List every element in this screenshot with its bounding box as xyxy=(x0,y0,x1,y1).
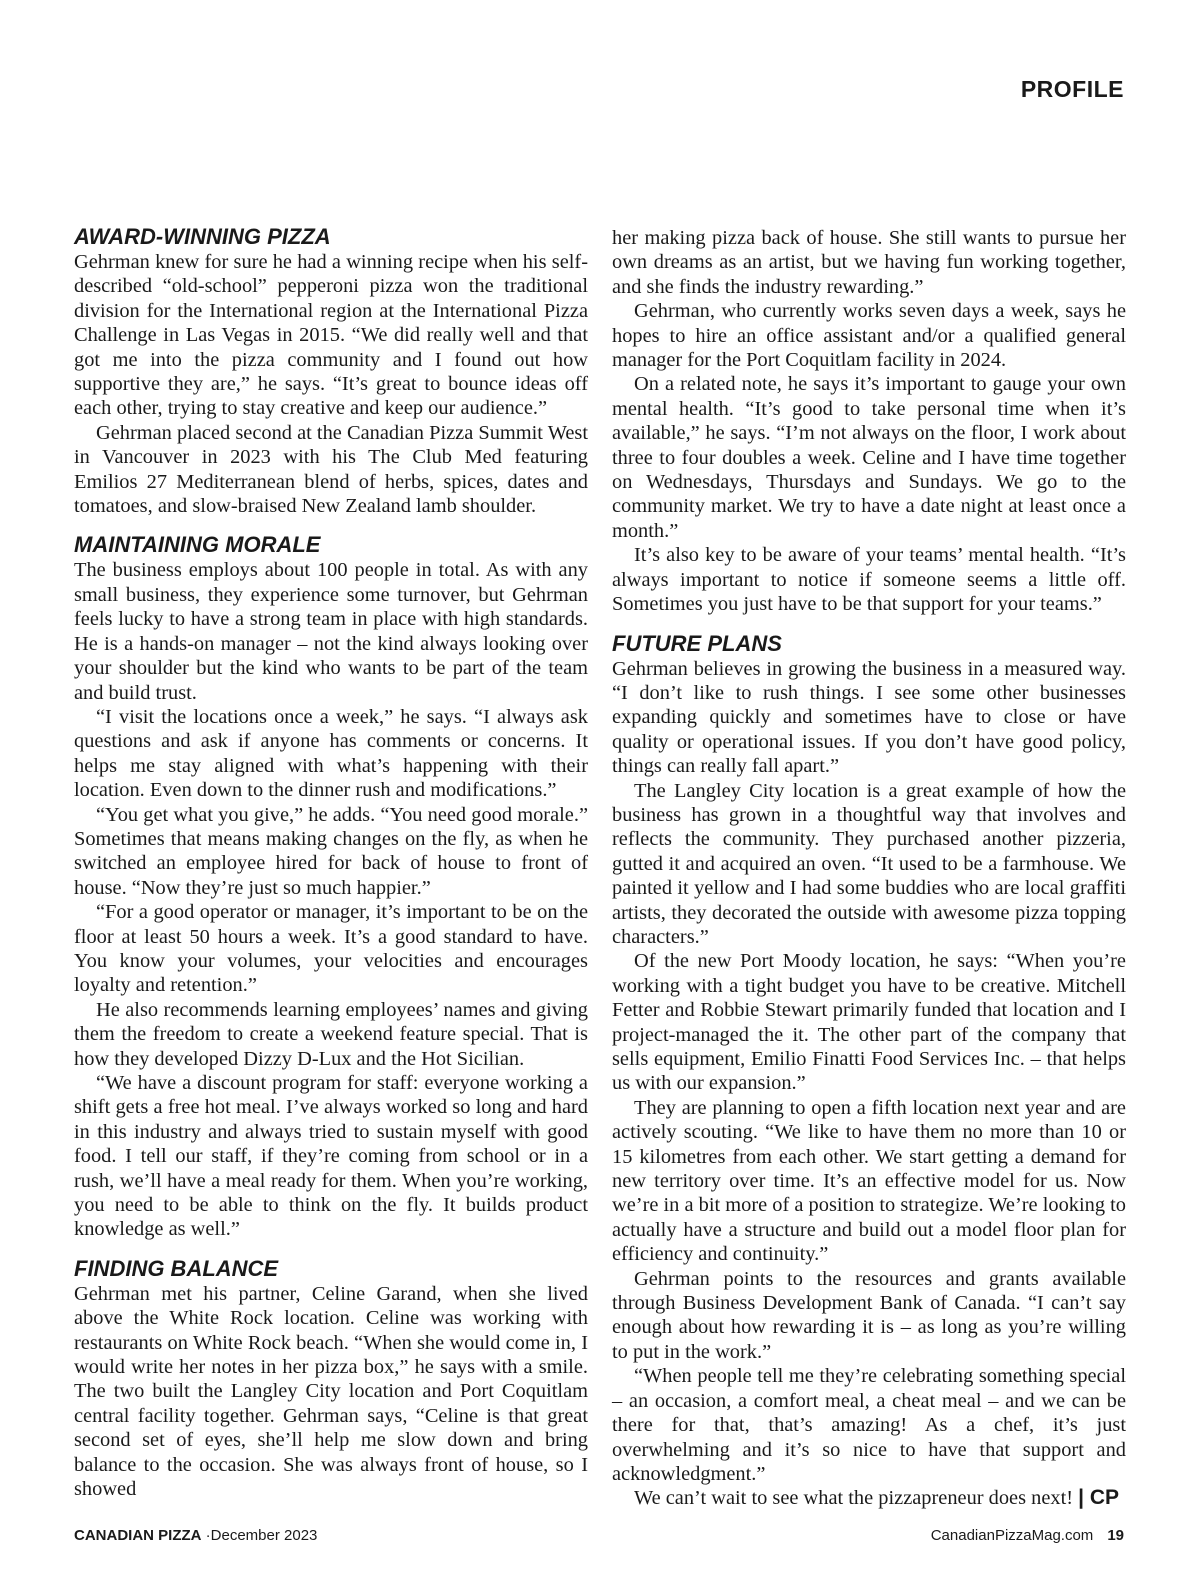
paragraph: Gehrman, who currently works seven days a week, says he hopes to hire an office assistant and/or a qualified general manager for the Port Coquitlam facility in 2024. xyxy=(612,300,1126,372)
paragraph: “For a good operator or manager, it’s important to be on the floor at least 50 hours a week. It’s a good standard to have. You know your volumes, your velocities and encourages loyalty and retention.” xyxy=(74,901,588,997)
footer-site xyxy=(931,1527,1124,1544)
paragraph: The Langley City location is a great example of how the business has grown in a thoughtful way that involves and reflects the community. They purchased another pizzeria, gutted it and acquired an oven. “It used to be a farmhouse. We painted it yellow and I had some buddies who are local graffiti artists, they decorated the outside with awesome pizza topping characters.” xyxy=(612,779,1126,948)
paragraph: Gehrman believes in growing the business in a measured way. “I don’t like to rush things. I see some other businesses expanding quickly and sometimes have to close or have quality or operational issues. If you don’t have good policy, things can really fall apart.” xyxy=(612,657,1126,778)
footer-publication xyxy=(74,1527,317,1544)
paragraph: Gehrman points to the resources and grants available through Business Development Bank of Canada. “I can’t say enough about how rewarding it is – as long as you’re willing to put in the work.” xyxy=(612,1267,1126,1363)
website-url: CanadianPizzaMag.com xyxy=(930,1527,1094,1544)
heading-maintaining-morale: MAINTAINING MORALE xyxy=(74,532,321,558)
paragraph: Of the new Port Moody location, he says: “When you’re working with a tight budget you have to be creative. Mitchell Fetter and Robbie Stewart primarily funded that location and I project-managed the it. The other part of the company that sells equipment, Emilio Finatti Food Services Inc. – that helps us with our expansion.” xyxy=(612,950,1126,1095)
paragraph: Gehrman placed second at the Canadian Pizza Summit West in Vancouver in 2023 with his The Club Med featuring Emilios 27 Mediterranean blend of herbs, spices, dates and tomatoes, and slow-braised New Zealand lamb shoulder. xyxy=(74,421,588,518)
left-column xyxy=(74,224,588,1502)
closing-text: We can’t wait to see what the pizzapreneur does next! xyxy=(634,1487,1074,1510)
paragraph: Gehrman met his partner, Celine Garand, when she lived above the White Rock location. Celine was working with restaurants on White Rock beach. “When she would come in, I would write her notes in her pizza box,” he says with a smile. The two built the Langley City location and Port Coquitlam central facility together. Gehrman says, “Celine is that great second set of eyes, she’ll help me slow down and bring balance to the occasion. She was always front of house, so I showed xyxy=(74,1282,588,1501)
end-mark: | CP xyxy=(1078,1486,1120,1510)
right-column xyxy=(612,226,1126,1511)
paragraph: He also recommends learning employees’ names and giving them the freedom to create a weekend feature special. That is how they developed Dizzy D-Lux and the Hot Sicilian. xyxy=(74,998,588,1070)
paragraph: her making pizza back of house. She still wants to pursue her own dreams as an artist, but we having fun working together, and she finds the industry rewarding.” xyxy=(612,227,1126,298)
paragraph: “I visit the locations once a week,” he says. “I always ask questions and ask if anyone has comments or concerns. It helps me stay aligned with what’s happening with their location. Even down to the dinner rush and modifications.” xyxy=(74,705,588,802)
paragraph: “You get what you give,” he adds. “You need good morale.” Sometimes that means making changes on the fly, as when he switched an employee hired for back of house to front of house. “Now they’re just so much happier.” xyxy=(74,803,588,899)
paragraph: It’s also key to be aware of your teams’ mental health. “It’s always important to notice if someone seems a little off. Sometimes you just have to be that support for your teams.” xyxy=(612,544,1126,616)
publication-name: CANADIAN PIZZA xyxy=(74,1527,202,1544)
paragraph: On a related note, he says it’s important to gauge your own mental health. “It’s good to take personal time when it’s available,” he says. “I’m not always on the floor, I work about three to four doubles a week. Celine and I have time together on Wednesdays, Thursdays and Sundays. We go to the community market. We try to have a date night at least once a month.” xyxy=(612,373,1126,542)
heading-future-plans: FUTURE PLANS xyxy=(612,630,782,656)
page-number: 19 xyxy=(1107,1527,1124,1544)
heading-award-winning-pizza: AWARD-WINNING PIZZA xyxy=(74,224,331,249)
paragraph: Gehrman knew for sure he had a winning recipe when his self-described “old-school” pepperoni pizza won the traditional division for the International region at the International Pizza Challenge in Las Vegas in 2015. “We did really well and that got me into the pizza community and I found out how supportive they are,” he says. “It’s great to bounce ideas off each other, trying to stay creative and keep our audience.” xyxy=(74,251,588,420)
issue-date: ·December 2023 xyxy=(201,1527,318,1544)
paragraph: “When people tell me they’re celebrating something special – an occasion, a comfort meal, a cheat meal – and we can be there for that, that’s amazing! As a chef, it’s just overwhelming and it’s so nice to have that support and acknowledgment.” xyxy=(612,1365,1126,1485)
closing-paragraph xyxy=(612,1486,1126,1510)
paragraph: The business employs about 100 people in total. As with any small business, they experience some turnover, but Gehrman feels lucky to have a strong team in place with high standards. He is a hands-on manager – not the kind always looking over your shoulder but the kind who wants to be part of the team and build trust. xyxy=(74,559,588,704)
section-label: PROFILE xyxy=(1020,76,1124,102)
paragraph: They are planning to open a fifth location next year and are actively scouting. “We like to have them no more than 10 or 15 kilometres from each other. We start getting a demand for new territory over time. It’s an effective model for us. Now we’re in a bit more of a position to strategize. We’re looking to actually have a structure and build out a model floor plan for efficiency and continuity.” xyxy=(612,1096,1126,1266)
heading-finding-balance: FINDING BALANCE xyxy=(74,1255,279,1281)
paragraph: “We have a discount program for staff: everyone working a shift gets a free hot meal. I’ve always worked so long and hard in this industry and always tried to sustain myself with good food. I tell our staff, if they’re coming from school or in a rush, we’ll have a meal ready for them. When you’re working, you need to be able to think on the fly. It builds product knowledge as well.” xyxy=(74,1072,588,1241)
